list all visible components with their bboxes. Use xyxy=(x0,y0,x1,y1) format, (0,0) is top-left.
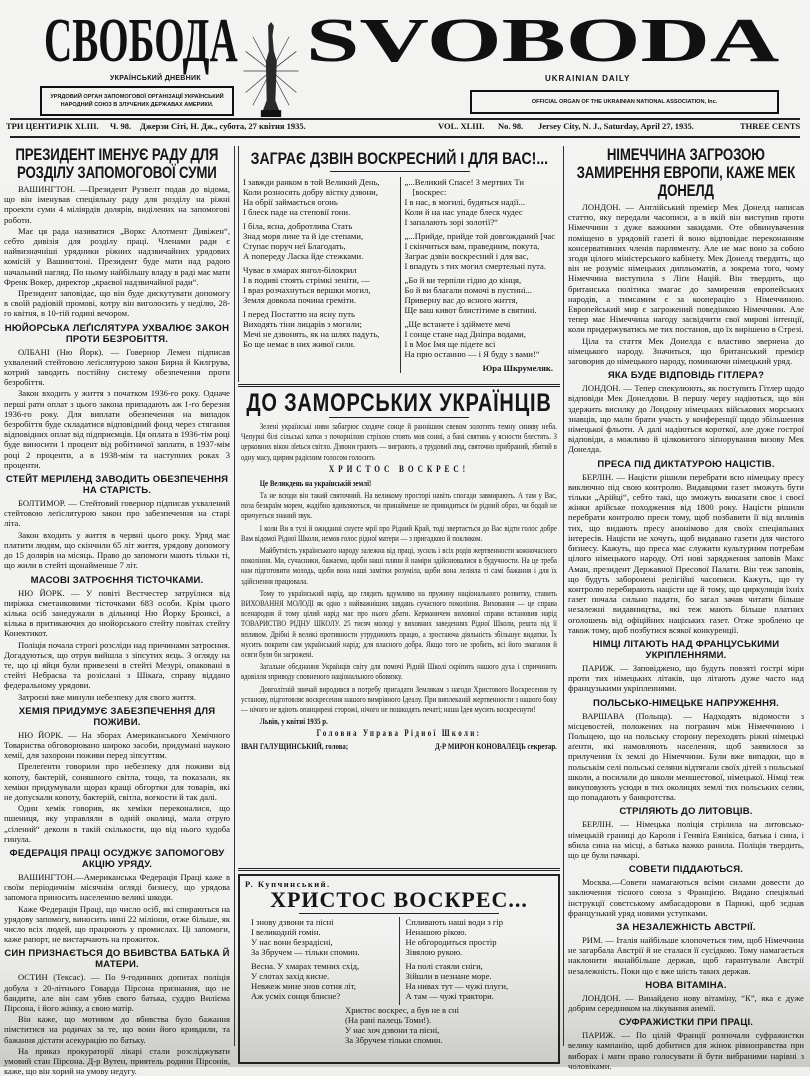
main-article-paragraph: Та не всюди він такий святочний. На великому просторі навіть спогади завмирають. А там у Вас, поза безкраїм морем, жадібно вдивляються, чи принаймеше не привидиться їм рідний образ, чи бодай не причуеться знаний звук. xyxy=(241,490,557,521)
left-column xyxy=(4,145,230,1076)
article-paragraph: ВАШИНГТОН. —Президент Рузвелт подав до відома, що він іменував спеціяльну раду для розділу на ріжні проекти суми 4 міліярдів долярів, виділених на запомогові роботи. xyxy=(4,184,230,225)
poem-line: У слотах захід кисне. xyxy=(251,971,330,981)
poem-line: І в нас, в могилі, будяться надії... xyxy=(404,197,526,207)
poem-line: Коли й на нас упаде блеск чудес xyxy=(404,207,523,217)
official-organ-english: OFFICIAL ORGAN OF THE UKRAINIAN NATIONAL ASSOCIATION, Inc. xyxy=(470,90,779,114)
article-headline: ЯКА БУДЕ ВІДПОВІДЬ ГІТЛЕРА? xyxy=(607,370,765,382)
news-article xyxy=(568,370,804,454)
poem-stanza xyxy=(243,177,396,217)
right-column xyxy=(568,145,804,1071)
poem-stanza xyxy=(406,917,548,957)
year-ukrainian: РІК XLIII. xyxy=(58,121,99,131)
main-article xyxy=(238,390,560,866)
article-headline: ХЕМІЯ ПРИДУМУЄ ЗАБЕЗПЕЧЕННЯ ДЛЯ ПОЖИВИ. xyxy=(18,705,216,728)
poem-line: І в Моє Імя ще підете всі xyxy=(404,339,496,349)
poem-line: Зійшли в незнане море. xyxy=(405,971,492,981)
news-article xyxy=(568,639,804,694)
article-paragraph: Прелеґенти говорили про небезпеку для поживи від копоту, бактерій, соняшного світла, тощо, та показали, як хеміки придумували щораз кращі обгортки для товарів, які не допускали копоту, бактерій, світла, вогкости й так далі. xyxy=(4,761,230,802)
poem-line: І біла, ясна, добротлива Стать xyxy=(243,221,353,231)
poem-line: „Ще встанете і здіймете мечі xyxy=(404,319,511,329)
article-paragraph: Закон входить у життя в червні цього року. Уряд має платити людям, що скінчили 65 літ життя, урядову допомогу до 15 долярів на місяць. Право до запомоги мають тільки ті, що жили в стейті щонайменше 7 літ. xyxy=(4,529,230,571)
article-paragraph: На приказ прокураторії лікарі стали розсліджувати умовий стан Пірсона. Д-р Вутен, приятель родини Пірсонів, каже, що він хорий на умову недугу. xyxy=(4,1045,230,1076)
poem-line: Знад моря лине та й іде степами, xyxy=(243,231,364,241)
signer-chairman: ІВАН ГАЛУЩИНСЬКИЙ, голова; xyxy=(241,741,349,752)
news-article xyxy=(568,146,804,366)
article-paragraph: Затроєні вже минули небезпеку для свого життя. xyxy=(18,691,196,702)
poem-line: На нивах тут — чужі плуги, xyxy=(405,981,509,991)
news-article xyxy=(4,575,230,702)
masthead xyxy=(0,0,810,140)
poem-line: А там — чужі трактори. xyxy=(405,991,494,1001)
easter-greeting: ХРИСТОС ВОСКРЕС! xyxy=(328,464,470,475)
poem-stanza xyxy=(243,309,396,349)
main-article-paragraph: Довголітній звичай виродився в потребу пригадати Землякам з нагоди Христового Воскресення ту установу, підготовляє воскресення нашого вимріяного Ідеалу. При виплеканій жертвенности з нашого боку — нічого не вдіють опанцирені сторожі, нічого не пошкодять печаті; наша Ідея мусить воскреснути! xyxy=(241,683,557,715)
volume-english: VOL. XLIII. xyxy=(438,121,485,131)
main-article-line: Це Великдень на українській землі! xyxy=(259,477,372,488)
dateline xyxy=(0,121,810,135)
news-article xyxy=(568,1017,804,1071)
article-paragraph: РИМ. — Італія найбільше клопочеться тим, щоб Німеччина не загарбала Австрії й не сталася її сусідкою. Тому намагається наклонити якнайбільше держав, щоб гарантували Австрії незалежність. Поки що є вже шість таких держав. xyxy=(568,934,804,976)
poem-stanza xyxy=(243,265,396,305)
poem-top-right-column xyxy=(400,177,562,373)
poem-line: Зівялою рукою. xyxy=(405,947,463,957)
poem-line: „...Прийде, прийде той довгожданий [час xyxy=(404,231,556,241)
poem-line: За Збручем — тільки спомин. xyxy=(251,947,360,957)
poem-line: І в подиві стоять стрімкі зеніти, — xyxy=(243,275,370,285)
poem-signature: Юра Шкрумеляк. xyxy=(482,363,553,373)
poem-line: Весна. У хмарах темних схід, xyxy=(251,961,360,971)
poem-line: І перед Постаттю на ясну путь xyxy=(243,309,355,319)
poem-line: У нас вони безрадісні, xyxy=(251,937,333,947)
news-article xyxy=(568,698,804,803)
poem-line: На прю останню — і Я буду з вами!“ xyxy=(404,349,540,359)
article-headline: СОВЕТИ ПІДДАЮТЬСЯ. xyxy=(628,864,744,876)
price-ukrainian: ТРИ ЦЕНТИ. xyxy=(6,121,59,131)
section-divider xyxy=(238,868,560,871)
news-article xyxy=(4,474,230,570)
poem-author: Р. Купчинський. xyxy=(245,879,331,889)
issue-number-ukrainian: Ч. 98. xyxy=(110,121,132,131)
poem-line: І завжди ранком в той Великий День, xyxy=(243,177,380,187)
news-article xyxy=(4,848,230,944)
article-headline: ПРЕСА ПІД ДИКТАТУРОЮ НАЦІСТІВ. xyxy=(597,458,775,470)
main-article-headline: ДО ЗАМОРСЬКИХ УКРАЇНЦІВ xyxy=(246,389,552,417)
poem-line: (На рані палець Томи!). xyxy=(345,1015,432,1025)
article-paragraph: ПАРИЖ. — Заповіджено, що будуть повзяті гострі міри проти тих німецьких літаків, що літають дуже часто над французькими укріпленнями. xyxy=(568,662,804,694)
poem-line: „Бо й ви терпіли гідно до кінця, xyxy=(404,275,522,285)
poem-stanza xyxy=(243,221,396,261)
article-paragraph: ЛОНДОН. — Тепер спекулюють, як поступить Гітлер щодо відповіди Мек Донелдови. В першу чергу надіються, що він здержить висилку до Лондону німецьких військових морських знавців, що мали брати участь у конференції щодо збільшення німецької фльоти. А далі надіються короткої, але дуже гострої відповіди, а можливо й цілковитого зіґнорування визову Мек Донелда. xyxy=(568,383,804,455)
news-article xyxy=(4,948,230,1076)
article-paragraph: НЮ ЙОРК. — У повіті Вестчестер затруїлися від пиріжка сметанковими тісточками 683 особи. Крім цього кілька осіб занедужали в дільниці Ню Йорку Бронксі, а кілька в притикаючих до нюйорського стейту повітах стейту Конектикот. xyxy=(4,587,230,639)
article-paragraph: БОЛТИМОР. — Стейтовий говернор підписав ухвалений стейтовою леґіслятурою закон про забезпечення на старі літа. xyxy=(4,498,230,529)
poem-line: На полі стаяли сніги, xyxy=(405,961,483,971)
news-article xyxy=(568,459,804,635)
poem-stanza xyxy=(405,231,558,271)
poem-bottom-title: ХРИСТОС ВОСКРЕС... xyxy=(270,887,528,912)
title-underline xyxy=(330,171,470,172)
article-paragraph: Один хемік говорив, як хеміки переконалися, що пшениця, яку управляли в одній околиці, мала отрую „сілений“ деколи в такій скількости, що від нього худоба гинула. xyxy=(4,803,230,844)
news-article xyxy=(568,980,804,1013)
title-latin: SVOBODA xyxy=(306,7,780,75)
headline-underline xyxy=(329,417,469,418)
article-paragraph: Має ця рада називатися „Воркс Алотмент Дивіжен“, себто дивізія для розділу праці. Членами ради є найвизначніші урядники ріжних надзвичайних урядових комісій у Вашингтоні. Президент буде мати над радою начальний нагляд. По ньому найбільшу владу в раді має мати Френк Вокер, директор „краєвої надзвичайної ради“. xyxy=(4,225,230,287)
poem-top xyxy=(238,146,561,382)
main-article-intro: Зелені українські ниви забагрює сходяче сонце й раннішим свевом золотить темну синяву неба. Чепурні білі сільські хатки з почорнілою стріхою стоять мов сонні, а бані святинь у ясности блестять. З церковних вікон лletься світло. Дзвони грають — виграють, а трудовий люд, святочно прибраний, збитий в одну масу, щирим радісним голосом голосить xyxy=(241,421,557,462)
subtitle-english: UKRAINIAN DAILY xyxy=(545,74,631,83)
article-paragraph: Каже Федерація Праці, що число осіб, які спираються на урядову запомогу, виносить нині 22 міліони, отже більше, як число всіх людей, що працюють у промислах. Ці запомоги, каже рапорт, не вистарчають на прожиток. xyxy=(4,903,230,945)
news-article xyxy=(568,806,804,860)
poem-stanza xyxy=(405,177,558,227)
main-article-body xyxy=(241,421,557,752)
poem-line: Бо ще немає в них живої сили. xyxy=(243,339,356,349)
article-headline: ЗА НЕЗАЛЕЖНІСТЬ АВСТРІЇ. xyxy=(616,921,756,933)
poem-line: І впадуть з тих могил смертельні пута. xyxy=(404,261,546,271)
article-paragraph: БЕРЛІН. — Німецька поліція стрілила на литовсько-німецькій границі до Кароля і Генвіґа Еянікіса, батька і сина, і вбила сина на місці, а батька важко ранила. Поліція твердить, що це були пачкарі. xyxy=(568,819,804,860)
article-headline: СУФРАЖИСТКИ ПРИ ПРАЦІ. xyxy=(618,1017,754,1029)
poem-line: У нас хоч дзвони та пісні, xyxy=(345,1025,440,1035)
news-article xyxy=(568,922,804,976)
main-article-paragraph: І коли Ви в тузі й ожиданні снуєте мрії про Рідний Край, тоді звертається до Вас відти голос добре Вам відомої Рідної Школи, немов голос рідної матери — з пригадкою й покликом. xyxy=(241,522,557,543)
article-paragraph: НЮ ЙОРК. — На зборах Американського Хемічного Товариства обговорювано широко засоби, придумані наукою хемії, для захорони поживи перед зіпсуттям. xyxy=(4,729,230,761)
news-article xyxy=(568,864,804,918)
poem-line: І блеск паде на степовії гони. xyxy=(243,207,351,217)
poem-line: Не обгородиться простір xyxy=(405,937,497,947)
poem-top-left-column xyxy=(239,177,400,373)
poem-line: Христос воскрес, а був не в сні xyxy=(345,1005,460,1015)
article-paragraph: ЛОНДОН. — Винайдено нову вітаміну, “К”, яка є дуже добрим середником на лікування анемії. xyxy=(568,992,804,1013)
article-paragraph: Поліція почала строгі розсліди над причинами затроєння. Догадуються, що отруя вийшла з зіпсутих яєць. З огляду на те, що ці яйця були привезені в стейті Мезурі, опаковані в стейті Небраска та розіслані з Шікаґа, справу віддано федеральному урядови. xyxy=(4,639,230,691)
subtitle-ukrainian: УКРАЇНСЬКИЙ ДНЕВНИК xyxy=(110,75,201,82)
poem-line: І сонце стане над Дніпра водами, xyxy=(404,329,526,339)
article-headline: СТРІЛЯЮТЬ ДО ЛИТОВЦІВ. xyxy=(619,806,753,818)
poem-line: „...Великий Спасе! З мертвих Ти [воскрес: xyxy=(404,177,524,197)
signer-secretary: Д-Р МИРОН КОНОВАЛЕЦЬ секретар. xyxy=(435,741,557,752)
issue-number-english: No. 98. xyxy=(498,121,524,131)
article-paragraph: ОСТИН (Тексас). — По 9-годинних допитах поліція добула з 20-літнього Говарда Пірсона признання, що не бандити, але він сам убив свого батька, суддю Вилієма Пірсона, і його жінку, а свою матір. xyxy=(4,972,230,1013)
article-headline: ФЕДЕРАЦІЯ ПРАЦІ ОСУДЖУЄ ЗАПОМОГОВУ АКЦІЮ УРЯДУ. xyxy=(9,847,225,870)
poem-bottom xyxy=(238,874,560,1064)
poem-line: На обрії займається огонь xyxy=(243,197,338,207)
poem-stanza xyxy=(251,917,393,957)
statue-of-liberty-emblem-icon xyxy=(242,22,300,118)
poem-line: Ненашою рікою. xyxy=(405,927,467,937)
poem-stanza xyxy=(405,275,558,315)
article-paragraph: Ціла та стаття Мек Донелда є властиво звернена до німецького народу. Значиться, що британський премієр заговорив до німецького народу, поминаючи німецький уряд. xyxy=(568,335,804,367)
poem-line: І великодній гомін. xyxy=(251,927,321,937)
main-article-paragraphs xyxy=(241,490,557,714)
news-article xyxy=(4,146,230,319)
masthead-rule-bottom xyxy=(10,136,800,138)
price-english: THREE CENTS xyxy=(740,121,801,131)
place-date: Львів, у квітні 1935 р. xyxy=(259,716,328,727)
poem-top-title: ЗАГРАЄ ДЗВІН ВОСКРЕСНИЙ І ДЛЯ ВАС!... xyxy=(250,149,549,168)
article-headline: НІМЦІ ЛІТАЮТЬ НАД ФРАНЦУСЬКИМИ УКРІПЛЕННЯМИ. xyxy=(592,638,780,661)
place-date-ukrainian: Джерзи Сіті, Н. Дж., субота, 27 квітня 1935. xyxy=(140,121,306,131)
poem-line: І скінчиться вам, праведним, покута, xyxy=(404,241,540,251)
article-headline: НОВА ВІТАМІНА. xyxy=(645,979,727,991)
article-headline: СИН ПРИЗНАЄТЬСЯ ДО ВБИВСТВА БАТЬКА Й МАТЕРИ. xyxy=(4,948,230,971)
section-divider xyxy=(238,384,560,387)
poem-line: Мечі не дзвонять, як на шлях падуть, xyxy=(243,329,380,339)
article-paragraph: ОЛБАНІ (Ню Йорк). — Говернор Лемен підписав ухвалений стейтовою леґіслятурою закон Бирна й Килгрува, котрий заводить постійну систему обезпечення проти безробіття. xyxy=(4,346,230,388)
article-paragraph: БЕРЛІН. — Націсти рішили перебрати всю німецьку пресу виключно під свою контролю. Видавцями газет зможуть бути тільки „Арійці“, себто такі, що зможуть виказати своє і своєї жінки арійське походження від 1800 року. Націсти рішили перебрати контролю преси тому, щоб позбавити її від впливів тих, що видають пресу анонімово для своїх спеціяльних інтересів. Націсти не хочуть, щоб видавано газети для чистого бизнесу. Кажуть, що преса має служити культурним потребам цілого німецького народу. Оті нові зарядження заповів Макс Аман, президент Державної Пресової Палати. Він теж заповів, що будуть заборонені релігійні часописи. Кажуть, що ту контролю перебирають націсти ще й тому, що циркуляція їхніх газет почала сильно падати, бо загал зачав читати більше незалежні видавництва, які теж мають більше платних оголошень від офіційних націських газет. Отже зроблено це також тому, щоб позбутися всякої конкуренції. xyxy=(568,471,804,635)
article-paragraph: ЛОНДОН. — Англійський премієр Мек Донелд написав статтю, яку передали часописи, а в якій він виступив проти Німеччини з дуже важкими закидами. Оте обвинувачення поміщено в урядовій газеті й воно відповідає переконанням консервативних членів парляменту. Але не має воно за собою згоди цілого міністерського кабінету. Мек Донелд твердить, що він не розуміє німецьких дипльоматів, а зокрема того, чому Німеччина виступила з Ліґи Націй. Він твердить, що британська політика змагає до замирення европейських народів, а тимсамим є за кооперацію з Німеччиною. Европейський мир є загрожений поведінкою Німеччини. Але тепер має Німеччина нагоду засвідчити свої мирові інтенції, коли придержуватись ме тих постанов, що їх вирішено в Стрезі. xyxy=(568,202,804,335)
news-article xyxy=(4,706,230,844)
poem-line: За Збручем тільки спомин. xyxy=(345,1035,443,1045)
poem-line: Ступає поруч неї Благодать, xyxy=(243,241,346,251)
poem-line: Бо й ви благали помочі в пустині... xyxy=(404,285,532,295)
poem-line: Аж усміх сонця блисне? xyxy=(251,991,341,1001)
article-paragraph: ВАШИНГТОН.—Американська Федерація Праці каже в своїм періодичнім місячнім огляді бизнесу, що урядова запомога приносить населенню великі шкоди. xyxy=(4,871,230,903)
news-article xyxy=(4,323,230,470)
article-headline: СТЕЙТ МЕРІЛЕНД ЗАВОДИТЬ ОБЕЗПЕЧЕННЯ НА СТАРІСТЬ. xyxy=(5,474,229,497)
poem-bottom-left-column xyxy=(245,917,399,1005)
board-name: Головна Управа Рідної Школи: xyxy=(316,728,482,739)
poem-line: Невжеж мине знов сотня літ, xyxy=(251,981,357,991)
article-headline: НЮЙОРСЬКА ЛЕҐІСЛЯТУРА УХВАЛЮЄ ЗАКОН ПРОТИ БЕЗРОБІТТЯ. xyxy=(4,322,230,345)
masthead-rule-top xyxy=(10,118,800,120)
poem-line: Чуває в хмарах янгол-білокрил xyxy=(243,265,357,275)
poem-line: Приверну вас до ясного життя, xyxy=(404,295,518,305)
poem-line: І запалають зорі золотії?“ xyxy=(404,217,498,227)
article-paragraph: Президент заповідає, що він буде дискутувати допомогу в своїй радіовій промові, котру він виголосить у неділю, 28-го квітня, в 10-тій годині вечором. xyxy=(4,288,230,319)
main-article-paragraph: Майбутність українського народу залежна від праці, зусиль і всіх родів жертвенности кожночасного покоління. Ми, сучасники, бажаємо, щоби наші пляни й наміри здійснювалися в будучности. На це треба нам підготовити молодь, щоби вона наші замітки розуміла, щоби вона леліяла ті самі бажання і для їх здійснення працювала. xyxy=(241,545,557,586)
title-underline xyxy=(299,913,499,914)
official-organ-ukrainian: УРЯДОВИЙ ОРГАН ЗАПОМОГОВОЇ ОРГАНІЗАЦІЇ УКРАЇНСЬКИЙ НАРОДНИЙ СОЮЗ В ЗЛУЧЕНИХ ДЕРЖАВАХ АМЕРИКИ. xyxy=(40,86,234,116)
article-paragraph: ПАРИЖ. — По цілій Франції розпочали суфражистки велику кампанію, щоб добитися для жінок рівноправства при виборах і мати право голосувати й бути вибраними нарівні з чоловіками. xyxy=(568,1030,804,1071)
poem-bottom-right-column xyxy=(399,917,554,1005)
article-headline: ПОЛЬСЬКО-НІМЕЦЬКЕ НАПРУЖЕННЯ. xyxy=(592,697,780,709)
column-divider xyxy=(563,146,564,1046)
poem-line: Заграє дзвін воскресний і для вас, xyxy=(404,251,529,261)
poem-stanza xyxy=(405,319,558,359)
poem-line: Спливають наші води з гір xyxy=(405,917,504,927)
title-cyrillic: СВОБОДА xyxy=(44,7,238,75)
place-date-english: Jersey City, N. J., Saturday, April 27, 1935. xyxy=(538,121,694,131)
article-paragraph: Закон входить у життя з початком 1936-го року. Одначе перші рати оплат з цього закона припадають аж 1-го березня 1936-го року. Для виплати обезпечення на випадок безробіття буде складатися відповідний фонд через стягання відповідних оплат від підприємців. Ця оплата в 1936-тім році буде виносити 1 процент від робітничої заплати, в 1937-мім році 2 проценти, а в 1938-мім та наступних роках 3 проценти. xyxy=(4,388,230,470)
article-paragraph: ВАРШАВА (Польща). — Надходять відомости з місцевостей, положених на погранич між Німеччиною і Польщею, що на польську сторону переходять ріжні німецькі аґенти, які намовляють населення, щоб заявилося за прилучення їх землі до Німеччини. Були вже випадки, що в польськім селі польські селяни відтягали своїх дітей з польської школи, а посилали до школи меншеєтової, німецької. Німці теж викуповують усюди в тих околицях землі тих польських селян, що попадають у банкротства. xyxy=(568,710,804,803)
article-paragraph: Він каже, що мотивом до вбивства було бажання пімститися на родичах за те, що вони його кривдили, та бажання дістати асекурацію по батьку. xyxy=(4,1014,230,1045)
poem-bottom-final-stanza xyxy=(345,1005,553,1045)
poem-line: Земля довкола почина греміти. xyxy=(243,295,356,305)
poem-line: Виходять тіни лицарів з могили; xyxy=(243,319,362,329)
poem-stanza xyxy=(251,961,393,1001)
poem-line: Коли розносять добру вістку дзвони, xyxy=(243,187,378,197)
article-headline: ПРЕЗИДЕНТ ІМЕНУЄ РАДУ ДЛЯ РОЗДІЛУ ЗАПОМОГОВОЇ СУМИ xyxy=(15,145,219,182)
poem-line: А попереду Ласка йде стежками. xyxy=(243,251,364,261)
poem-line: І враз розчахнуться вершки могил, xyxy=(243,285,371,295)
main-article-paragraph: Загальне обєднання Українців світу для помочі Рідній Школі скріпить нашого духа і спричинить вдовілля зприводу сповненого національного обовязку. xyxy=(241,661,557,682)
poem-line: І знову дзвони та пісні xyxy=(251,917,334,927)
article-headline: МАСОВІ ЗАТРОЄННЯ ТІСТОЧКАМИ. xyxy=(30,574,204,586)
signers xyxy=(241,741,557,752)
article-paragraph: Москва.—Совети намагаються всіми силами довести до заключення тісного союза з Францією. Видано спеціяльні інструкції совєтському амбасадорови в Парижі, щоб зєднав французький уряд новими уступками. xyxy=(568,877,804,918)
poem-stanza xyxy=(406,961,548,1001)
article-headline: НІМЕЧЧИНА ЗАГРОЗОЮ ЗАМИРЕННЯ ЕВРОПИ, КАЖЕ МЕК ДОНЕЛД xyxy=(576,145,796,200)
column-divider xyxy=(234,146,235,1046)
main-article-paragraph: Тому то український нарід, що глядить вдумливо на пружину національного розвитку, ставить ВИХОВАННЯ МОЛОДІ як одно з найважніших завдань сучасного покоління. Виховання — це справа всенародня й тому цілий нарід має про нього дбати. Керманичем виховної справи встановив нарід ТОВАРИСТВО РІДНУ ШКОЛУ. 25 тисяч молоді у виховних заведеннях Рідної Школи, решта під її впливом. Дрібні й великі противности утруднюють працю, а зростаюча діяльність збільшує видатки. Їх мусить покрити сам український нарід; для власного добра. Якщо того не зробить, всі його змагання й осяги були би загрожені. xyxy=(241,587,557,660)
poem-line: Ще ваш кивот блистітиме в святині. xyxy=(404,305,537,315)
